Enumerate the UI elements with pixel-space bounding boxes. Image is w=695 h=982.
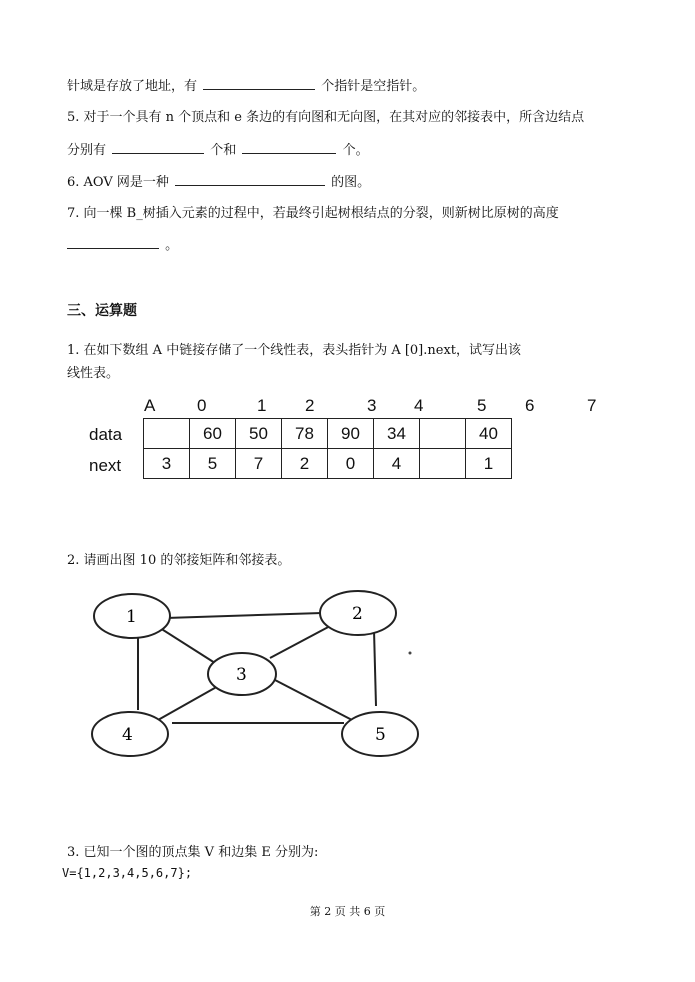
edge-2-5 — [374, 630, 376, 706]
next-cell: 1 — [466, 449, 512, 479]
next-cell — [420, 449, 466, 479]
page-footer: 第 2 页 共 6 页 — [309, 905, 386, 918]
node-label: 1 — [126, 607, 137, 627]
array-index: 0 — [197, 396, 207, 415]
array-name-label: A — [144, 396, 156, 415]
answer-blank[interactable] — [203, 77, 315, 90]
text-line-6 — [67, 236, 178, 255]
line3-part-c: 个。 — [342, 143, 369, 158]
next-cell: 2 — [282, 449, 328, 479]
graph-figure-10 — [80, 580, 420, 775]
next-cell: 4 — [374, 449, 420, 479]
data-cell: 60 — [190, 419, 236, 449]
row-label-data: data — [89, 425, 123, 444]
line1-part-a: 针域是存放了地址，有 — [67, 79, 198, 94]
data-row — [144, 419, 512, 449]
answer-blank[interactable] — [175, 173, 325, 186]
data-cell: 50 — [236, 419, 282, 449]
vertex-set: V={1,2,3,4,5,6,7}; — [62, 866, 193, 880]
line4-part-b: 的图。 — [331, 175, 371, 190]
line1-part-b: 个指针是空指针。 — [321, 79, 426, 94]
section-title: 三、运算题 — [67, 303, 137, 319]
data-cell: 90 — [328, 419, 374, 449]
array-index: 6 — [525, 396, 535, 415]
array-index: 3 — [367, 396, 377, 415]
data-cell: 34 — [374, 419, 420, 449]
question-7-line: 7. 向一棵 B_树插入元素的过程中，若最终引起树根结点的分裂，则新树比原树的高度 — [67, 206, 559, 221]
node-label: 4 — [122, 725, 133, 745]
text-line-1 — [67, 77, 425, 96]
question-3-text: 3. 已知一个图的顶点集 V 和边集 E 分别为: — [67, 845, 319, 860]
edge-1-3 — [160, 628, 215, 663]
text-line-3 — [67, 141, 369, 160]
question-5-line: 5. 对于一个具有 n 个顶点和 e 条边的有向图和无向图，在其对应的邻接表中，所含边结点 — [67, 110, 585, 125]
question-2-text: 2. 请画出图 10 的邻接矩阵和邻接表。 — [67, 553, 291, 568]
node-label: 5 — [375, 725, 386, 745]
question-6-line — [67, 173, 370, 192]
next-cell: 3 — [144, 449, 190, 479]
edge-1-2 — [166, 613, 322, 618]
node-label: 2 — [352, 604, 363, 624]
edge-3-5 — [275, 680, 352, 720]
stray-dot — [409, 652, 412, 655]
line3-part-a: 分别有 — [67, 143, 107, 158]
edge-3-4 — [158, 685, 220, 720]
next-cell: 0 — [328, 449, 374, 479]
answer-blank[interactable] — [242, 141, 336, 154]
data-cell — [420, 419, 466, 449]
next-cell: 5 — [190, 449, 236, 479]
question-1-text-a: 1. 在如下数组 A 中链接存储了一个线性表，表头指针为 A [0].next，试写出该 — [67, 343, 522, 358]
line3-part-b: 个和 — [210, 143, 237, 158]
line6-end: 。 — [165, 238, 179, 253]
edge-2-3 — [270, 625, 332, 658]
array-index: 2 — [305, 396, 315, 415]
data-cell: 40 — [466, 419, 512, 449]
data-cell — [144, 419, 190, 449]
question-1-text-b: 线性表。 — [67, 366, 120, 381]
row-label-next: next — [89, 456, 122, 475]
array-index: 4 — [414, 396, 424, 415]
array-index: 1 — [257, 396, 267, 415]
linked-array-table — [143, 418, 512, 479]
node-label: 3 — [236, 665, 247, 685]
next-cell: 7 — [236, 449, 282, 479]
answer-blank[interactable] — [112, 141, 204, 154]
answer-blank[interactable] — [67, 236, 159, 249]
array-index: 5 — [477, 396, 487, 415]
line4-part-a: 6. AOV 网是一种 — [67, 175, 169, 190]
array-index: 7 — [587, 396, 597, 415]
next-row — [144, 449, 512, 479]
data-cell: 78 — [282, 419, 328, 449]
